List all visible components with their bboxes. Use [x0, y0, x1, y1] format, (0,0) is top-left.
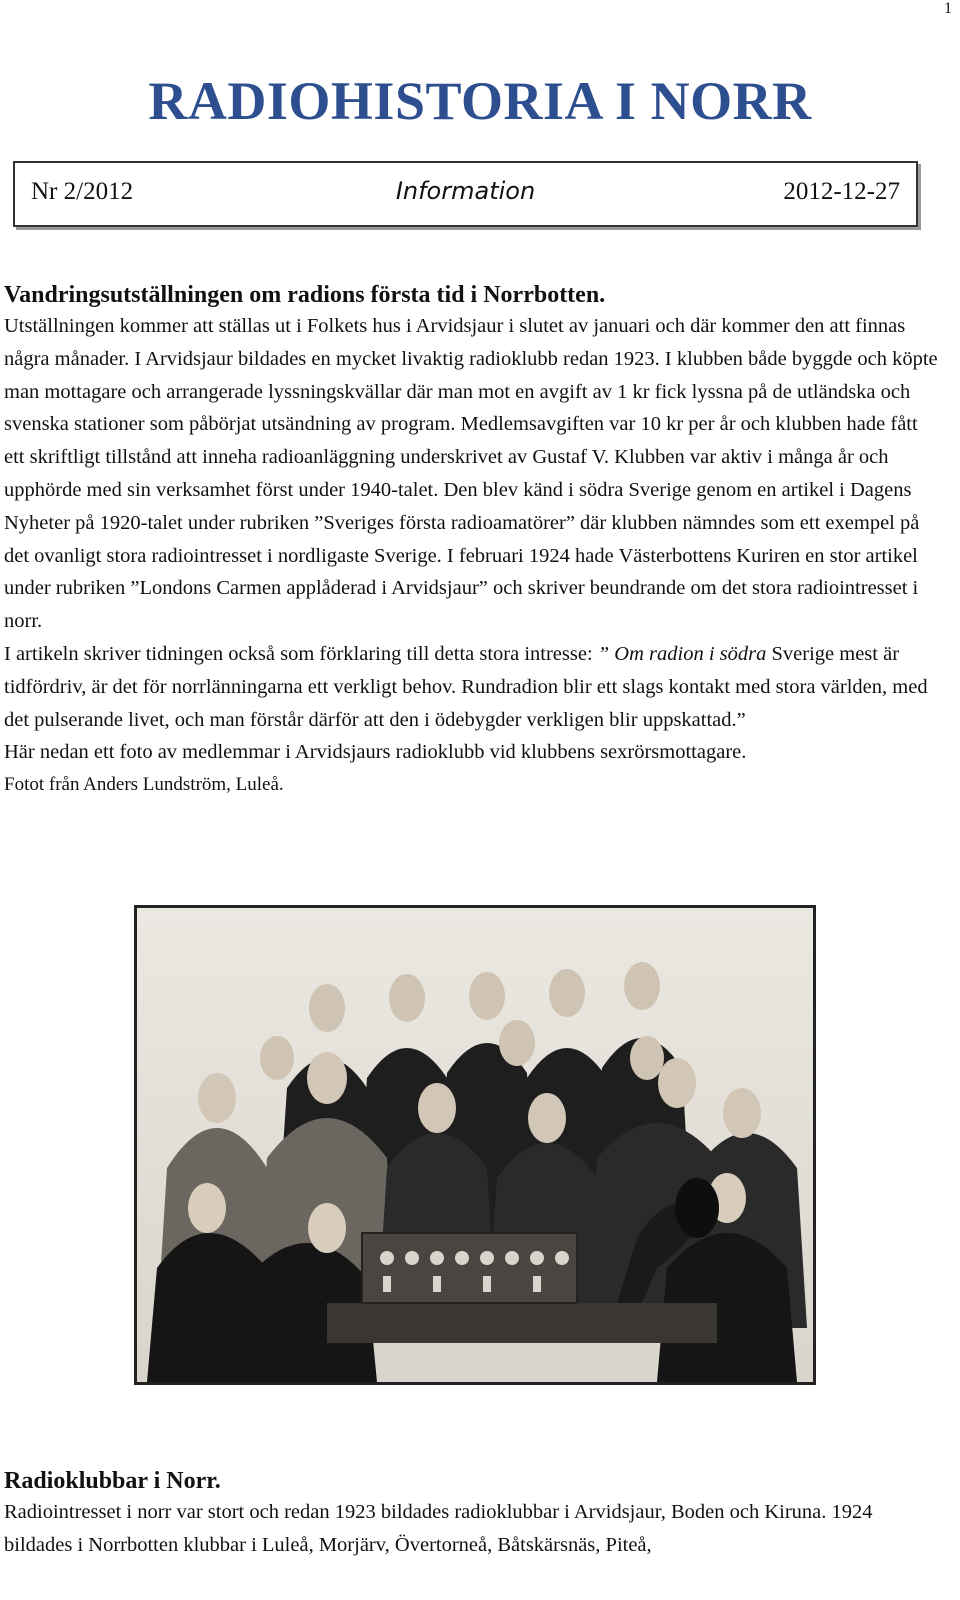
newsletter-title: RADIOHISTORIA I NORR	[148, 71, 812, 131]
article-exhibition	[4, 280, 939, 802]
article-radio-clubs	[4, 1466, 939, 1562]
issue-number: Nr 2/2012	[31, 178, 134, 205]
quote-start: ” Om radion i södra	[597, 642, 767, 665]
radio-club-photo	[134, 905, 816, 1385]
radio-club-photo-illustration	[137, 908, 813, 1382]
article-quote-paragraph: I artikeln skriver tidningen också som förklaring till detta stora intresse: ” Om radion i södra Sverige mest är tidfördriv, är det för norrlänningarna ett verkligt behov. Rundradion blir ett slags kontakt med stora världen, med det pulserande livet, och man förstår därför att den i ödebygder verkligen blir uppskattad.”	[4, 642, 928, 731]
article-body: Radiointresset i norr var stort och redan 1923 bildades radioklubbar i Arvidsjaur, Boden och Kiruna. 1924 bildades i Norrbotten klubbar i Luleå, Morjärv, Övertorneå, Båtskärsnäs, Piteå,	[4, 1501, 873, 1556]
photo-credit: Fotot från Anders Lundström, Luleå.	[4, 774, 284, 796]
photo-intro: Här nedan ett foto av medlemmar i Arvidsjaurs radioklubb vid klubbens sexrörsmottagare.	[4, 741, 747, 764]
article-heading: Radioklubbar i Norr.	[4, 1468, 221, 1494]
article-body: Utställningen kommer att ställas ut i Folkets hus i Arvidsjaur i slutet av januari och där kommer den att finnas några månader. I Arvidsjaur bildades en mycket livaktig radioklubb redan 1923. I klubben både byggde och köpte man mottagare och arrangerade lyssningskvällar där man mot en avgift av 1 kr fick lyssna på de utländska och svenska stationer som påbörjat utsändning av program. Medlemsavgiften var 10 kr per år och klubben hade fått ett skriftligt tillstånd att inneha radioanläggning underskrivet av Gustaf V. Klubben var aktiv i många år och upphörde med sin verksamhet först under 1940-talet. Den blev känd i södra Sverige genom en artikel i Dagens Nyheter på 1920-talet under rubriken ”Sveriges första radioamatörer” där klubben nämndes som ett exempel på det ovanligt stora radiointresset i nordligaste Sverige. I februari 1924 hade Västerbottens Kuriren en stor artikel under rubriken ”Londons Carmen applåderad i Arvidsjaur” och skriver beundrande om det stora radiointresset i norr.	[4, 315, 938, 633]
issue-info-box	[13, 161, 918, 227]
info-label: Information	[395, 177, 536, 205]
article-heading: Vandringsutställningen om radions första tid i Norrbotten.	[4, 282, 606, 308]
issue-date: 2012-12-27	[783, 178, 900, 205]
page-number: 1	[944, 0, 952, 17]
